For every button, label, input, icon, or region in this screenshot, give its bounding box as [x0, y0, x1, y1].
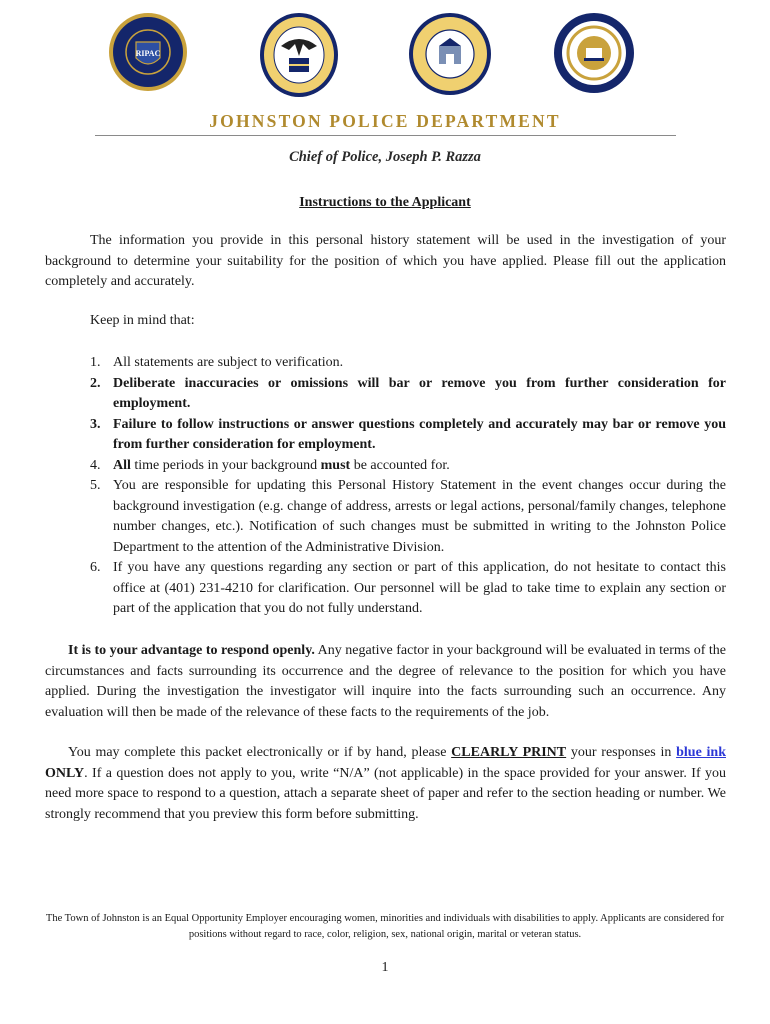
seal-row [0, 12, 770, 112]
list-item: 6. If you have any questions regarding any section or part of this application, do not hesitate to contact this office at (401) 231-4210 for clarification. Our personnel will be glad to take time to explain any section or part of the application that you do not fully understand. [90, 560, 726, 616]
list-item: 5. You are responsible for updating this Personal History Statement in the event changes occur during the background investigation (e.g. change of address, arrests or legal actions, personal/family changes, telephone number changes, etc.). Notification of such changes must be submitted in writing to the Johnston Police Department to the attention of the Administrative Division. [90, 478, 726, 555]
advantage-paragraph: It is to your advantage to respond openly. Any negative factor in your background will be evaluated in terms of the circumstances and facts surrounding its occurrence and the degree of relevance to the position for which you have applied. During the investigation the investigator will inquire into the facts surrounding such an occurrence. Any evaluation will then be made of the relevance of these facts to the requirements of the job. [45, 643, 726, 720]
page-heading: Instructions to the Applicant [299, 195, 471, 210]
intro-paragraph: The information you provide in this personal history statement will be used in the investigation of your background to determine your suitability for the position of which you have applied. Please fill out the application completely and accurately. [45, 233, 726, 289]
chief-of-police: Chief of Police, Joseph P. Razza [289, 149, 481, 165]
list-item: 4. All time periods in your background must be accounted for. [90, 457, 450, 473]
list-item: 2. Deliberate inaccuracies or omissions will bar or remove you from further consideration for employment. [90, 375, 726, 411]
list-item: 3. Failure to follow instructions or answer questions completely and accurately may bar or remove you from further consideration for employment. [90, 416, 726, 452]
svg-text:RIPAC: RIPAC [135, 49, 161, 58]
town-seal-icon [408, 12, 492, 96]
blue-ink-emphasis: blue ink [676, 745, 726, 760]
equal-opportunity-footer: The Town of Johnston is an Equal Opportunity Employer encouraging women, minorities and individuals with disabilities to apply. Applicants are considered for positions without regard to race, color, religion, sex, national origin, marital or veteran status. [45, 913, 725, 940]
ripac-seal-icon [108, 12, 188, 92]
list-item: 1. All statements are subject to verification. [90, 355, 344, 370]
department-title: JOHNSTON POLICE DEPARTMENT [209, 111, 561, 131]
header-divider [95, 135, 676, 136]
page-number: 1 [381, 960, 389, 975]
keep-in-mind-label: Keep in mind that: [90, 313, 195, 328]
advantage-lead: It is to your advantage to respond openly. [68, 643, 315, 658]
instruction-list [90, 353, 726, 620]
clearly-print-emphasis: CLEARLY PRINT [451, 745, 567, 760]
completion-paragraph: You may complete this packet electronically or if by hand, please CLEARLY PRINT your responses in blue ink ONLY. If a question does not apply to you, write “N/A” (not applicable) in the space provided for your answer. If you need more space to respond to a question, attach a separate sheet of paper and refer to the section heading or number. We strongly recommend that you preview this form before submitting. [45, 745, 726, 822]
law-enforcement-accreditation-seal-icon [553, 12, 635, 94]
police-eagle-seal-icon [259, 12, 339, 98]
